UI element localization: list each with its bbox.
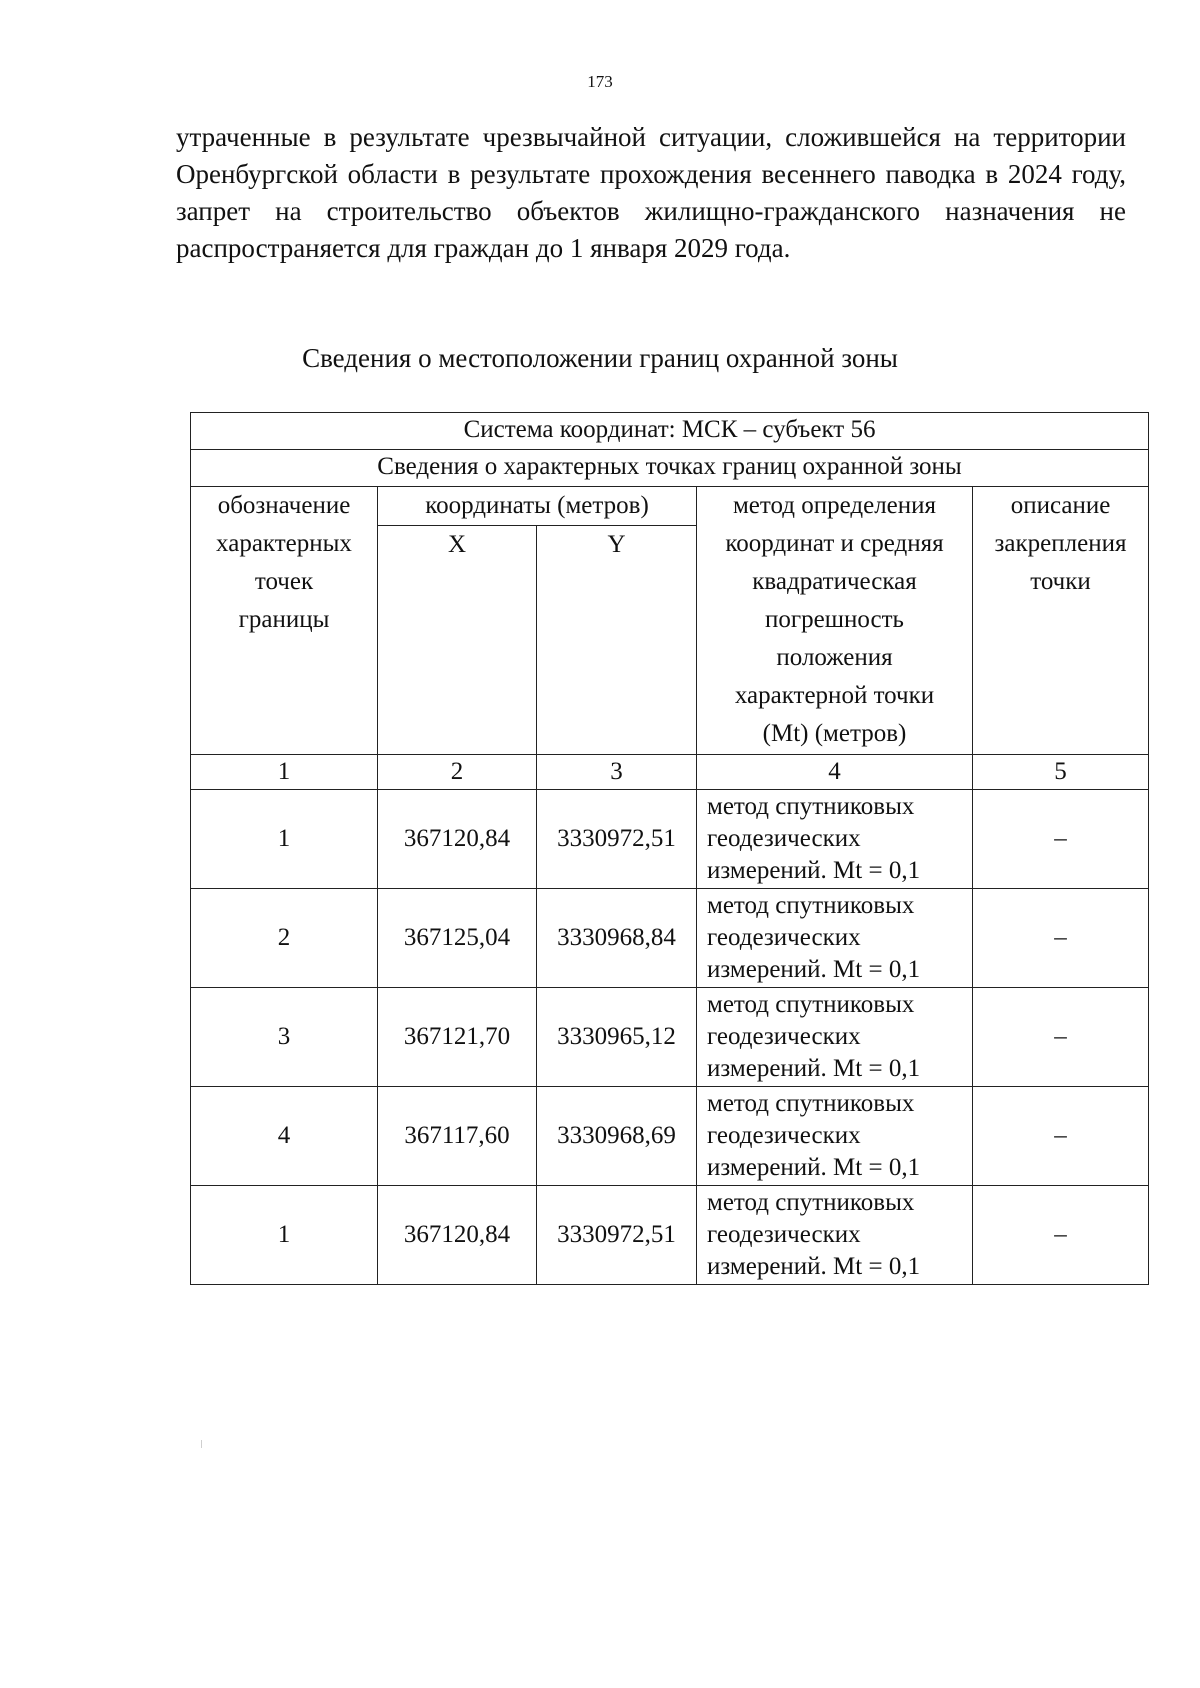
description-cell: – [973, 1186, 1149, 1285]
scan-mark [201, 1440, 202, 1448]
column-number: 2 [378, 755, 537, 790]
table-row [191, 988, 1149, 1087]
y-coordinate-cell: 3330968,69 [537, 1087, 697, 1186]
x-coordinate-cell: 367117,60 [378, 1087, 537, 1186]
table-row [191, 889, 1149, 988]
y-coordinate-cell: 3330968,84 [537, 889, 697, 988]
column-number: 5 [973, 755, 1149, 790]
column-number: 3 [537, 755, 697, 790]
y-coordinate-cell: 3330965,12 [537, 988, 697, 1087]
x-coordinate-cell: 367121,70 [378, 988, 537, 1087]
method-cell: метод спутниковых геодезических измерений. Mt = 0,1 [697, 889, 973, 988]
method-cell: метод спутниковых геодезических измерений. Mt = 0,1 [697, 790, 973, 889]
coordinates-header: координаты (метров) [378, 487, 697, 526]
description-cell: – [973, 1087, 1149, 1186]
table-row [191, 1087, 1149, 1186]
point-cell: 1 [191, 790, 378, 889]
method-cell: метод спутниковых геодезических измерений. Mt = 0,1 [697, 988, 973, 1087]
description-header: описание закрепления точки [973, 487, 1149, 755]
method-header: метод определения координат и средняя квадратическая погрешность положения характерной точки (Mt) (метров) [697, 487, 973, 755]
x-coordinate-cell: 367125,04 [378, 889, 537, 988]
page-number: 173 [587, 72, 613, 91]
column-number-row [191, 755, 1149, 790]
coordinate-system-row [191, 413, 1149, 450]
points-header-row [191, 450, 1149, 487]
table-row [191, 790, 1149, 889]
table-row [191, 1186, 1149, 1285]
x-coordinate-cell: 367120,84 [378, 790, 537, 889]
x-header: X [378, 526, 537, 755]
section-title: Сведения о местоположении границ охранной зоны [302, 343, 898, 373]
method-cell: метод спутниковых геодезических измерений. Mt = 0,1 [697, 1087, 973, 1186]
points-header-cell: Сведения о характерных точках границ охранной зоны [191, 450, 1149, 487]
description-cell: – [973, 988, 1149, 1087]
y-coordinate-cell: 3330972,51 [537, 790, 697, 889]
point-cell: 3 [191, 988, 378, 1087]
method-cell: метод спутниковых геодезических измерений. Mt = 0,1 [697, 1186, 973, 1285]
y-coordinate-cell: 3330972,51 [537, 1186, 697, 1285]
designation-header: обозначение характерных точек границы [191, 487, 378, 755]
column-header-row [191, 487, 1149, 526]
description-cell: – [973, 889, 1149, 988]
column-number: 4 [697, 755, 973, 790]
intro-paragraph: утраченные в результате чрезвычайной ситуации, сложившейся на территории Оренбургской области в результате прохождения весеннего паводка в 2024 году, запрет на строительство объектов жилищно-гражданского назначения не распространяется для граждан до 1 января 2029 года. [176, 122, 1126, 263]
point-cell: 4 [191, 1087, 378, 1186]
y-header: Y [537, 526, 697, 755]
point-cell: 2 [191, 889, 378, 988]
column-number: 1 [191, 755, 378, 790]
x-coordinate-cell: 367120,84 [378, 1186, 537, 1285]
point-cell: 1 [191, 1186, 378, 1285]
boundary-points-table [190, 412, 1149, 1285]
coordinate-system-cell: Система координат: МСК – субъект 56 [191, 413, 1149, 450]
description-cell: – [973, 790, 1149, 889]
